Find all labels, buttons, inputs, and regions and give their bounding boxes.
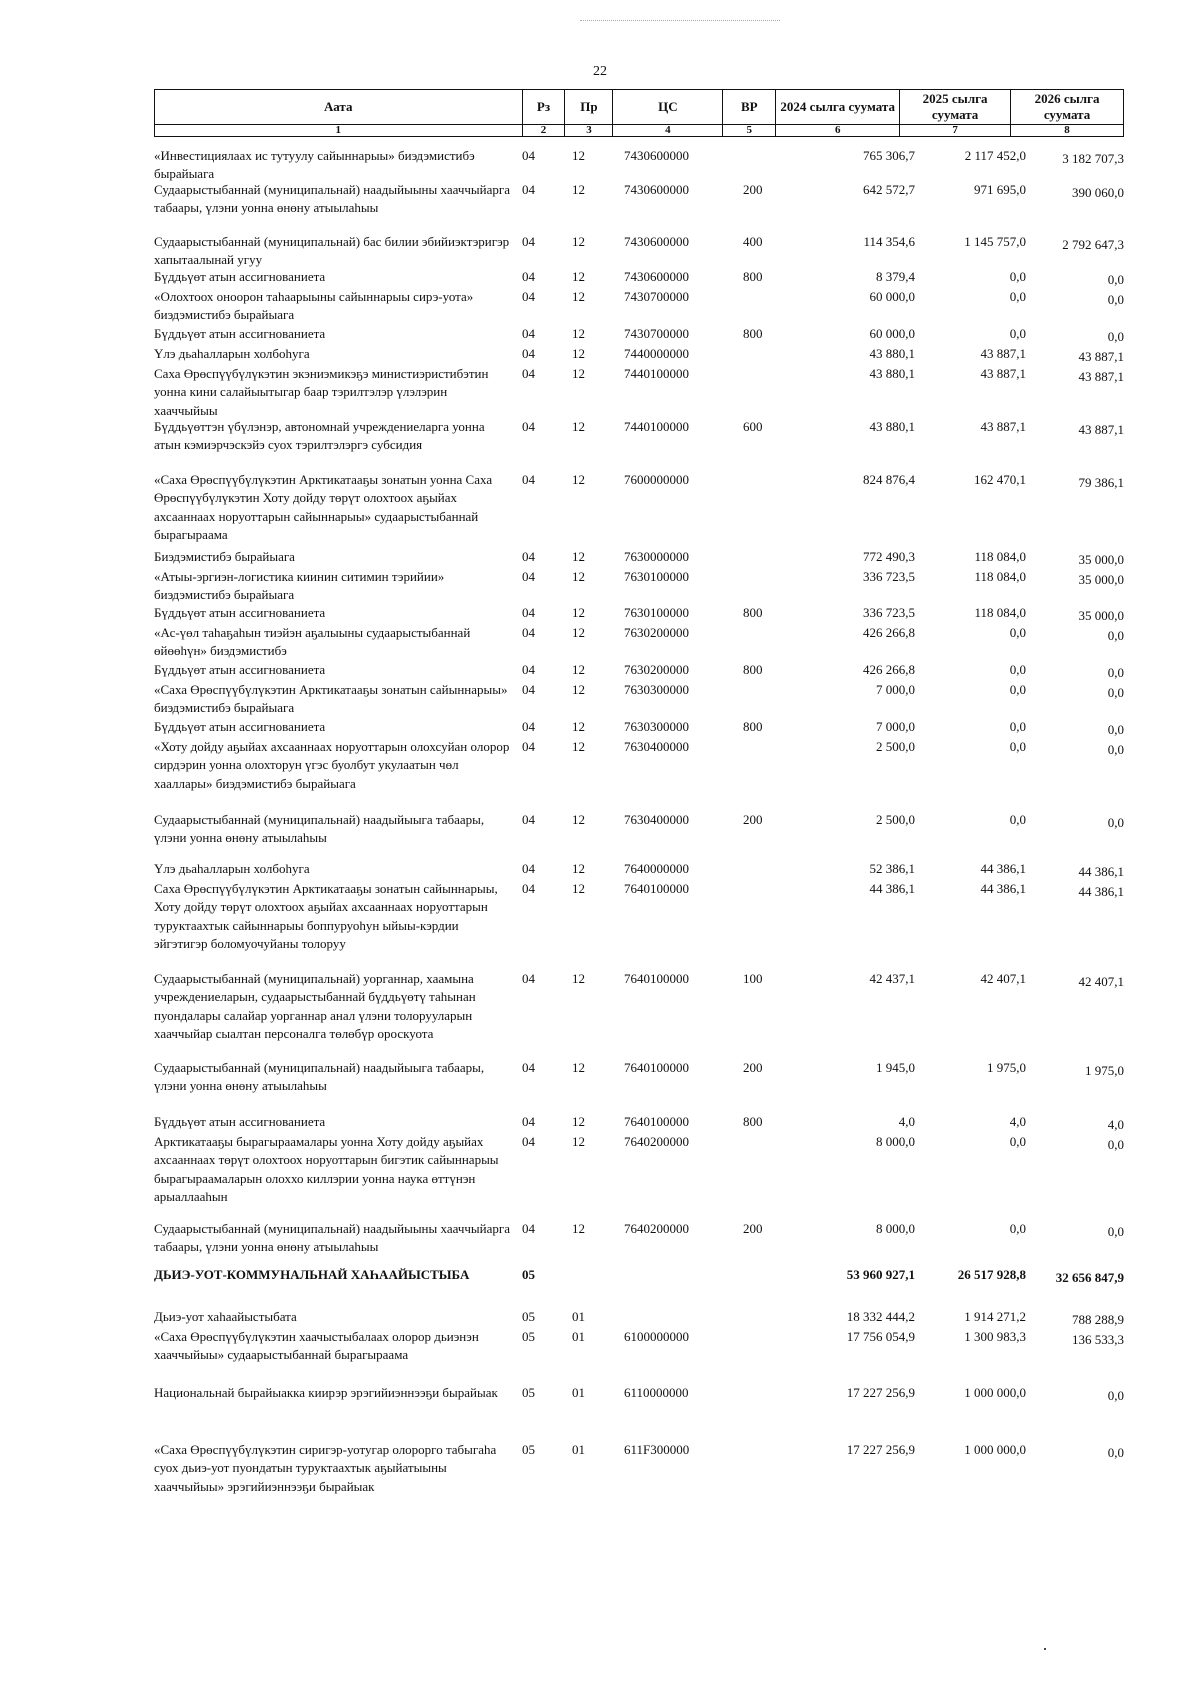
cell-name: Судаарыстыбаннай (муниципальнай) наадыйыыга табаары, үлэни уонна өнөну атыылаhыы: [154, 812, 485, 846]
cell-v2024: 1 945,0: [876, 1060, 915, 1075]
cell-v2024: 43 880,1: [869, 366, 915, 381]
cell-name: «Инвестициялаах ис тутуулу сайыннарыы» биэдэмистибэ бырайыага: [154, 148, 475, 182]
cell-v2024: 44 386,1: [869, 881, 915, 896]
cell-v2024: 18 332 444,2: [846, 1309, 915, 1324]
cell-rz: 04: [522, 148, 535, 163]
cell-v2026: 3 182 707,3: [1062, 151, 1124, 166]
cell-v2026: 390 060,0: [1072, 185, 1124, 200]
cell-cs: 7440100000: [624, 366, 689, 381]
cell-rz: 04: [522, 812, 535, 827]
cell-cs: 7430600000: [624, 182, 689, 197]
cell-v2024: 53 960 927,1: [846, 1267, 915, 1282]
cell-v2025: 43 887,1: [980, 346, 1026, 361]
cell-v2024: 426 266,8: [863, 625, 915, 640]
cell-cs: 6110000000: [624, 1385, 689, 1400]
cell-pr: 12: [572, 1060, 585, 1075]
cell-v2025: 42 407,1: [980, 971, 1026, 986]
cell-v2026: 0,0: [1107, 272, 1124, 287]
header-cell: 2026 сылга суумата: [1011, 90, 1124, 125]
cell-v2026: 0,0: [1107, 1388, 1124, 1403]
cell-cs: 7630400000: [624, 812, 689, 827]
cell-pr: 12: [572, 739, 585, 754]
cell-cs: 7430600000: [624, 234, 689, 249]
cell-rz: 04: [522, 549, 535, 564]
cell-v2024: 60 000,0: [869, 289, 915, 304]
cell-name: Саха Өрөспүүбүлүкэтин экэниэмикэҕэ министиэристибэтин уонна кини салайыытыгар баар тэрилтэлэр үлэлэрин хааччыйыы: [154, 366, 489, 418]
cell-cs: 7640200000: [624, 1221, 689, 1236]
cell-v2025: 0,0: [1009, 1221, 1026, 1236]
cell-rz: 04: [522, 1114, 535, 1129]
cell-v2026: 0,0: [1107, 722, 1124, 737]
cell-v2025: 118 084,0: [974, 569, 1026, 584]
cell-rz: 04: [522, 682, 535, 697]
cell-name: Арктикатааҕы бырагыраамалары уонна Хоту дойду аҕыйах ахсааннаах төрүт олохтоох норуоттарын бигэтик сайыннарыы бырагыраамаларын олоххо киллэрии уонна наука өттүнэн арыаллааhын: [154, 1134, 499, 1205]
cell-vr: 100: [743, 971, 763, 986]
column-number: 5: [723, 125, 776, 137]
cell-v2024: 7 000,0: [876, 682, 915, 697]
cell-v2024: 7 000,0: [876, 719, 915, 734]
cell-v2024: 642 572,7: [863, 182, 915, 197]
cell-pr: 12: [572, 569, 585, 584]
cell-vr: 800: [743, 269, 763, 284]
cell-vr: 800: [743, 326, 763, 341]
cell-rz: 04: [522, 1134, 535, 1149]
cell-v2026: 35 000,0: [1078, 608, 1124, 623]
cell-v2025: 0,0: [1009, 739, 1026, 754]
cell-v2025: 0,0: [1009, 269, 1026, 284]
cell-rz: 04: [522, 625, 535, 640]
cell-rz: 04: [522, 289, 535, 304]
cell-cs: 7630300000: [624, 719, 689, 734]
cell-v2026: 0,0: [1107, 1224, 1124, 1239]
cell-name: Бүддьүөт атын ассигнованиета: [154, 326, 326, 341]
cell-pr: 12: [572, 472, 585, 487]
cell-v2026: 43 887,1: [1078, 369, 1124, 384]
cell-pr: 12: [572, 148, 585, 163]
cell-v2025: 0,0: [1009, 719, 1026, 734]
page-number: 22: [593, 64, 607, 79]
cell-rz: 04: [522, 662, 535, 677]
cell-v2025: 1 914 271,2: [964, 1309, 1026, 1324]
header-cell: 2024 сылга суумата: [776, 90, 900, 125]
cell-v2025: 0,0: [1009, 326, 1026, 341]
cell-v2026: 0,0: [1107, 742, 1124, 757]
cell-v2025: 118 084,0: [974, 605, 1026, 620]
cell-v2025: 0,0: [1009, 289, 1026, 304]
cell-vr: 800: [743, 719, 763, 734]
cell-v2024: 114 354,6: [863, 234, 915, 249]
cell-v2024: 17 227 256,9: [846, 1385, 915, 1400]
cell-name: Бүддьүөт атын ассигнованиета: [154, 662, 326, 677]
cell-vr: 200: [743, 1221, 763, 1236]
cell-name: Саха Өрөспүүбүлүкэтин Арктикатааҕы зонатын сайыннарыы, Хоту дойду төрүт олохтоох аҕыйах ахсааннаах норуоттарын туруктаахтык сайыннарыы боппуруоhун ыйыы-кэрдии эйгэтигэр боломуочуйаны толоруу: [154, 881, 498, 952]
cell-pr: 12: [572, 549, 585, 564]
header-cell: Аата: [155, 90, 523, 125]
cell-pr: 12: [572, 366, 585, 381]
cell-rz: 04: [522, 1060, 535, 1075]
cell-vr: 600: [743, 419, 763, 434]
cell-cs: 7630100000: [624, 605, 689, 620]
cell-rz: 04: [522, 605, 535, 620]
cell-v2026: 1 975,0: [1085, 1063, 1124, 1078]
cell-pr: 12: [572, 682, 585, 697]
cell-vr: 200: [743, 812, 763, 827]
cell-v2026: 44 386,1: [1078, 884, 1124, 899]
header-cell: Пр: [565, 90, 613, 125]
cell-name: «Саха Өрөспүүбүлүкэтин Арктикатааҕы зонатын сайыннарыы» биэдэмистибэ бырайыага: [154, 682, 508, 716]
cell-v2025: 1 000 000,0: [964, 1385, 1026, 1400]
cell-cs: 611F300000: [624, 1442, 690, 1457]
cell-rz: 04: [522, 881, 535, 896]
cell-v2025: 162 470,1: [974, 472, 1026, 487]
cell-pr: 12: [572, 346, 585, 361]
cell-pr: 12: [572, 662, 585, 677]
cell-name: «Саха Өрөспүүбүлүкэтин хаачыстыбалаах олорор дьиэнэн хааччыйыы» судаарыстыбаннай бырагыраама: [154, 1329, 479, 1363]
cell-cs: 7440100000: [624, 419, 689, 434]
cell-rz: 04: [522, 569, 535, 584]
cell-v2024: 336 723,5: [863, 569, 915, 584]
cell-pr: 12: [572, 182, 585, 197]
cell-v2025: 1 300 983,3: [964, 1329, 1026, 1344]
cell-name: Судаарыстыбаннай (муниципальнай) наадыйыыны хааччыйарга табаары, үлэни уонна өнөну атыылаhыы: [154, 1221, 510, 1255]
cell-name: Судаарыстыбаннай (муниципальнай) бас билии эбийиэктэригэр хапытаалынай угуу: [154, 234, 510, 268]
cell-v2026: 32 656 847,9: [1055, 1270, 1124, 1285]
cell-v2026: 79 386,1: [1078, 475, 1124, 490]
cell-vr: 200: [743, 1060, 763, 1075]
cell-v2026: 136 533,3: [1072, 1332, 1124, 1347]
cell-v2025: 4,0: [1009, 1114, 1026, 1129]
cell-v2026: 44 386,1: [1078, 864, 1124, 879]
cell-name: Бүддьүөт атын ассигнованиета: [154, 1114, 326, 1129]
cell-rz: 05: [522, 1442, 535, 1457]
cell-rz: 04: [522, 861, 535, 876]
cell-v2024: 17 227 256,9: [846, 1442, 915, 1457]
cell-v2025: 0,0: [1009, 625, 1026, 640]
cell-pr: 01: [572, 1385, 585, 1400]
cell-rz: 04: [522, 366, 535, 381]
cell-cs: 7640100000: [624, 971, 689, 986]
cell-name: «Хоту дойду аҕыйах ахсааннаах норуоттарын олохсуйан олорор сирдэрин уонна олохторун үгэс буолбут укулаатын чөл хааллары» биэдэмистибэ бырайыага: [154, 739, 510, 791]
cell-name: «Саха Өрөспүүбүлүкэтин Арктикатааҕы зонатын уонна Саха Өрөспүүбүлүкэтин Хоту дойду төрүт олохтоох аҕыйах ахсааннаах норуоттарын сайыннарыы» судаарыстыбаннай бырагыраама: [154, 472, 493, 543]
cell-cs: 7630100000: [624, 569, 689, 584]
cell-v2026: 4,0: [1107, 1117, 1124, 1132]
cell-v2025: 1 145 757,0: [964, 234, 1026, 249]
cell-v2025: 43 887,1: [980, 419, 1026, 434]
cell-rz: 05: [522, 1267, 535, 1282]
header-row: [155, 90, 1124, 125]
cell-pr: 12: [572, 881, 585, 896]
cell-cs: 7630200000: [624, 662, 689, 677]
cell-name: «Саха Өрөспүүбүлүкэтин сиригэр-уотугар олорорго табыгаhа суох дьиэ-уот пуондатын туруктаахтык аҕыйатыыны хааччыйыы» эрэгийиэннээҕи бырайыак: [154, 1442, 497, 1494]
cell-name: «Атыы-эргиэн-логистика киинин ситимин тэрийии» биэдэмистибэ бырайыага: [154, 569, 445, 603]
cell-cs: 6100000000: [624, 1329, 689, 1344]
cell-v2025: 44 386,1: [980, 861, 1026, 876]
cell-v2025: 1 975,0: [987, 1060, 1026, 1075]
cell-cs: 7630400000: [624, 739, 689, 754]
cell-rz: 05: [522, 1385, 535, 1400]
cell-v2024: 2 500,0: [876, 739, 915, 754]
cell-name: Бүддьүөт атын ассигнованиета: [154, 269, 326, 284]
cell-name: Бүддьүөттэн үбүлэнэр, автономнай учреждениеларга уонна атын кэмиэрчэскэйэ суох тэрилтэлэргэ субсидия: [154, 419, 485, 453]
cell-v2025: 43 887,1: [980, 366, 1026, 381]
cell-pr: 01: [572, 1442, 585, 1457]
cell-name: Бүддьүөт атын ассигнованиета: [154, 605, 326, 620]
header-cell: ЦС: [613, 90, 723, 125]
cell-pr: 12: [572, 971, 585, 986]
cell-v2025: 118 084,0: [974, 549, 1026, 564]
cell-name: Судаарыстыбаннай (муниципальнай) наадыйыыга табаары, үлэни уонна өнөну атыылаhыы: [154, 1060, 485, 1094]
cell-v2026: 43 887,1: [1078, 422, 1124, 437]
cell-v2026: 0,0: [1107, 292, 1124, 307]
cell-v2024: 765 306,7: [863, 148, 915, 163]
cell-v2024: 8 000,0: [876, 1221, 915, 1236]
cell-cs: 7430700000: [624, 289, 689, 304]
cell-pr: 12: [572, 1134, 585, 1149]
cell-name: Бүддьүөт атын ассигнованиета: [154, 719, 326, 734]
cell-pr: 12: [572, 1221, 585, 1236]
cell-vr: 400: [743, 234, 763, 249]
cell-cs: 7630000000: [624, 549, 689, 564]
cell-v2026: 0,0: [1107, 628, 1124, 643]
cell-v2024: 43 880,1: [869, 419, 915, 434]
cell-v2025: 0,0: [1009, 1134, 1026, 1149]
cell-v2025: 26 517 928,8: [957, 1267, 1026, 1282]
cell-rz: 04: [522, 1221, 535, 1236]
cell-cs: 7640100000: [624, 1114, 689, 1129]
cell-name: Судаарыстыбаннай (муниципальнай) наадыйыыны хааччыйарга табаары, үлэни уонна өнөну атыылаhыы: [154, 182, 510, 216]
cell-rz: 04: [522, 346, 535, 361]
cell-v2024: 8 379,4: [876, 269, 915, 284]
cell-rz: 04: [522, 182, 535, 197]
cell-pr: 12: [572, 861, 585, 876]
cell-rz: 04: [522, 472, 535, 487]
cell-v2025: 1 000 000,0: [964, 1442, 1026, 1457]
cell-v2024: 60 000,0: [869, 326, 915, 341]
cell-rz: 04: [522, 269, 535, 284]
cell-v2026: 43 887,1: [1078, 349, 1124, 364]
cell-name: «Олохтоох оноорон таhаарыыны сайыннарыы сирэ-уота» биэдэмистибэ бырайыага: [154, 289, 474, 323]
header-cell: 2025 сылга суумата: [900, 90, 1011, 125]
cell-rz: 04: [522, 719, 535, 734]
column-number: 8: [1011, 125, 1124, 137]
cell-name: Национальнай бырайыакка киирэр эрэгийиэннээҕи бырайыак: [154, 1385, 498, 1400]
cell-v2024: 824 876,4: [863, 472, 915, 487]
cell-v2026: 0,0: [1107, 1445, 1124, 1460]
cell-cs: 7640000000: [624, 861, 689, 876]
column-number: 1: [155, 125, 523, 137]
cell-v2026: 0,0: [1107, 815, 1124, 830]
cell-pr: 12: [572, 812, 585, 827]
cell-name: «Ас-үөл таhаҕаhын тиэйэн аҕалыыны судаарыстыбаннай өйөөhүн» биэдэмистибэ: [154, 625, 471, 659]
cell-vr: 200: [743, 182, 763, 197]
cell-cs: 7630200000: [624, 625, 689, 640]
cell-v2025: 44 386,1: [980, 881, 1026, 896]
cell-cs: 7630300000: [624, 682, 689, 697]
cell-v2026: 0,0: [1107, 329, 1124, 344]
cell-name: Үлэ дьаhалларын холбоhуга: [154, 861, 310, 876]
scan-artifact: [580, 20, 780, 22]
cell-rz: 04: [522, 419, 535, 434]
table-header: [154, 89, 1124, 137]
cell-cs: 7640100000: [624, 881, 689, 896]
cell-pr: 12: [572, 1114, 585, 1129]
cell-v2025: 2 117 452,0: [964, 148, 1026, 163]
cell-v2025: 0,0: [1009, 812, 1026, 827]
cell-v2024: 17 756 054,9: [846, 1329, 915, 1344]
cell-vr: 800: [743, 605, 763, 620]
cell-v2026: 0,0: [1107, 665, 1124, 680]
cell-v2024: 4,0: [898, 1114, 915, 1129]
cell-name: Судаарыстыбаннай (муниципальнай) уорганнар, хаамына учреждениеларын, судаарыстыбаннай бүддьүөтү таhынан пуондалары салайар уорганнар анал үлэни толорууларын хааччыйар сыалтан персоналга төлөбүр ороскуота: [154, 971, 476, 1042]
cell-rz: 04: [522, 739, 535, 754]
cell-vr: 800: [743, 1114, 763, 1129]
column-number: 3: [565, 125, 613, 137]
cell-v2025: 971 695,0: [974, 182, 1026, 197]
cell-name: Дьиэ-уот хаhаайыстыбата: [154, 1309, 297, 1324]
cell-v2024: 8 000,0: [876, 1134, 915, 1149]
cell-v2024: 2 500,0: [876, 812, 915, 827]
cell-pr: 12: [572, 419, 585, 434]
cell-pr: 12: [572, 234, 585, 249]
cell-cs: 7640100000: [624, 1060, 689, 1075]
cell-vr: 800: [743, 662, 763, 677]
header-cell: Рз: [522, 90, 565, 125]
cell-pr: 12: [572, 719, 585, 734]
cell-cs: 7430700000: [624, 326, 689, 341]
cell-cs: 7640200000: [624, 1134, 689, 1149]
cell-v2026: 0,0: [1107, 1137, 1124, 1152]
cell-cs: 7430600000: [624, 148, 689, 163]
cell-rz: 04: [522, 326, 535, 341]
cell-v2024: 336 723,5: [863, 605, 915, 620]
cell-pr: 12: [572, 625, 585, 640]
cell-v2026: 2 792 647,3: [1062, 237, 1124, 252]
cell-pr: 12: [572, 269, 585, 284]
cell-v2026: 35 000,0: [1078, 572, 1124, 587]
cell-cs: 7600000000: [624, 472, 689, 487]
cell-pr: 12: [572, 289, 585, 304]
cell-v2026: 788 288,9: [1072, 1312, 1124, 1327]
cell-name: Биэдэмистибэ бырайыага: [154, 549, 295, 564]
column-number-row: [155, 125, 1124, 137]
cell-v2024: 772 490,3: [863, 549, 915, 564]
cell-v2026: 35 000,0: [1078, 552, 1124, 567]
cell-rz: 05: [522, 1309, 535, 1324]
scan-speck: [1044, 1648, 1046, 1650]
cell-pr: 12: [572, 605, 585, 620]
cell-v2024: 426 266,8: [863, 662, 915, 677]
column-number: 2: [522, 125, 565, 137]
header-cell: ВР: [723, 90, 776, 125]
cell-rz: 05: [522, 1329, 535, 1344]
cell-v2025: 0,0: [1009, 662, 1026, 677]
cell-v2024: 43 880,1: [869, 346, 915, 361]
column-number: 7: [900, 125, 1011, 137]
cell-name: ДЬИЭ-УОТ-КОММУНАЛЬНАЙ ХАҺААЙЫСТЫБА: [154, 1267, 470, 1282]
cell-pr: 12: [572, 326, 585, 341]
cell-name: Үлэ дьаhалларын холбоhуга: [154, 346, 310, 361]
cell-cs: 7430600000: [624, 269, 689, 284]
cell-rz: 04: [522, 971, 535, 986]
column-number: 6: [776, 125, 900, 137]
cell-pr: 01: [572, 1329, 585, 1344]
cell-rz: 04: [522, 234, 535, 249]
column-number: 4: [613, 125, 723, 137]
cell-v2026: 0,0: [1107, 685, 1124, 700]
cell-cs: 7440000000: [624, 346, 689, 361]
cell-v2025: 0,0: [1009, 682, 1026, 697]
cell-v2024: 42 437,1: [869, 971, 915, 986]
cell-v2024: 52 386,1: [869, 861, 915, 876]
cell-v2026: 42 407,1: [1078, 974, 1124, 989]
cell-pr: 01: [572, 1309, 585, 1324]
